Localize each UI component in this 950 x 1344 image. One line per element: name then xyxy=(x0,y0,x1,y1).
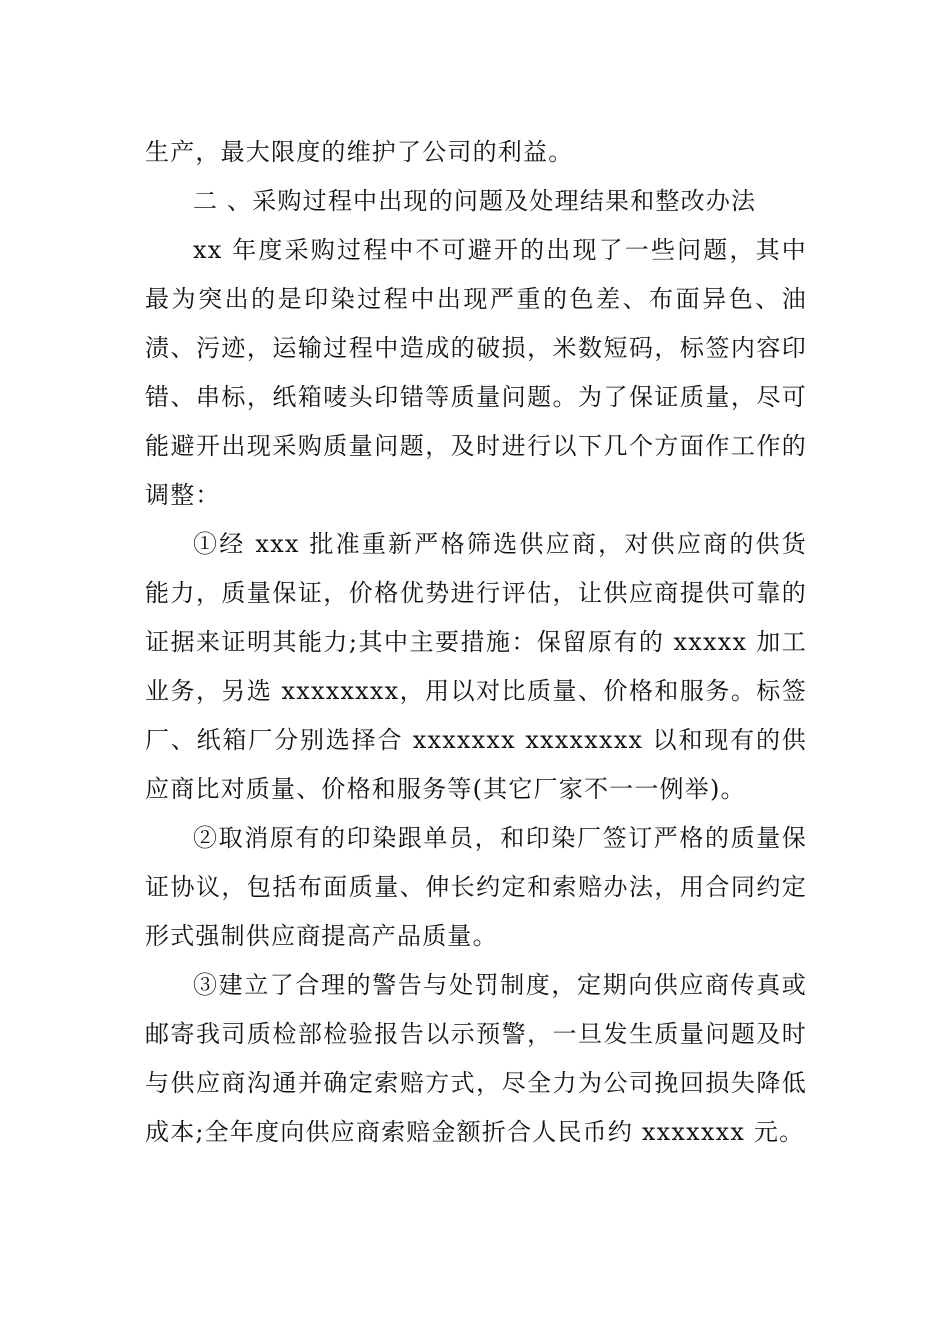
section-heading: 二 、采购过程中出现的问题及处理结果和整改办法 xyxy=(193,187,757,215)
paragraph-measure-2: ②取消原有的印染跟单员，和印染厂签订严格的质量保证协议，包括布面质量、伸长约定和索赔办法，用合同约定形式强制供应商提高产品质量。 xyxy=(145,824,807,950)
document-body xyxy=(145,128,807,1157)
paragraph-measure-1: ①经 xxx 批准重新严格筛选供应商，对供应商的供货能力，质量保证，价格优势进行评估，让供应商提供可靠的证据来证明其能力;其中主要措施：保留原有的 xxxxx 加工业务，另选 xxxxxxxx，用以对比质量、价格和服务。标签厂、纸箱厂分别选择合 xxxxxxx xxxxxxxx 以和现有的供应商比对质量、价格和服务等(其它厂家不一一例举)。 xyxy=(145,530,807,803)
paragraph-problems: xx 年度采购过程中不可避开的出现了一些问题，其中最为突出的是印染过程中出现严重的色差、布面异色、油渍、污迹，运输过程中造成的破损，米数短码，标签内容印错、串标，纸箱唛头印错等质量问题。为了保证质量，尽可能避开出现采购质量问题，及时进行以下几个方面作工作的调整： xyxy=(145,236,807,509)
paragraph-measure-3: ③建立了合理的警告与处罚制度，定期向供应商传真或邮寄我司质检部检验报告以示预警，一旦发生质量问题及时与供应商沟通并确定索赔方式，尽全力为公司挽回损失降低成本;全年度向供应商索赔金额折合人民币约 xxxxxxx 元。 xyxy=(145,971,807,1146)
paragraph-continuation: 生产，最大限度的维护了公司的利益。 xyxy=(145,138,574,166)
